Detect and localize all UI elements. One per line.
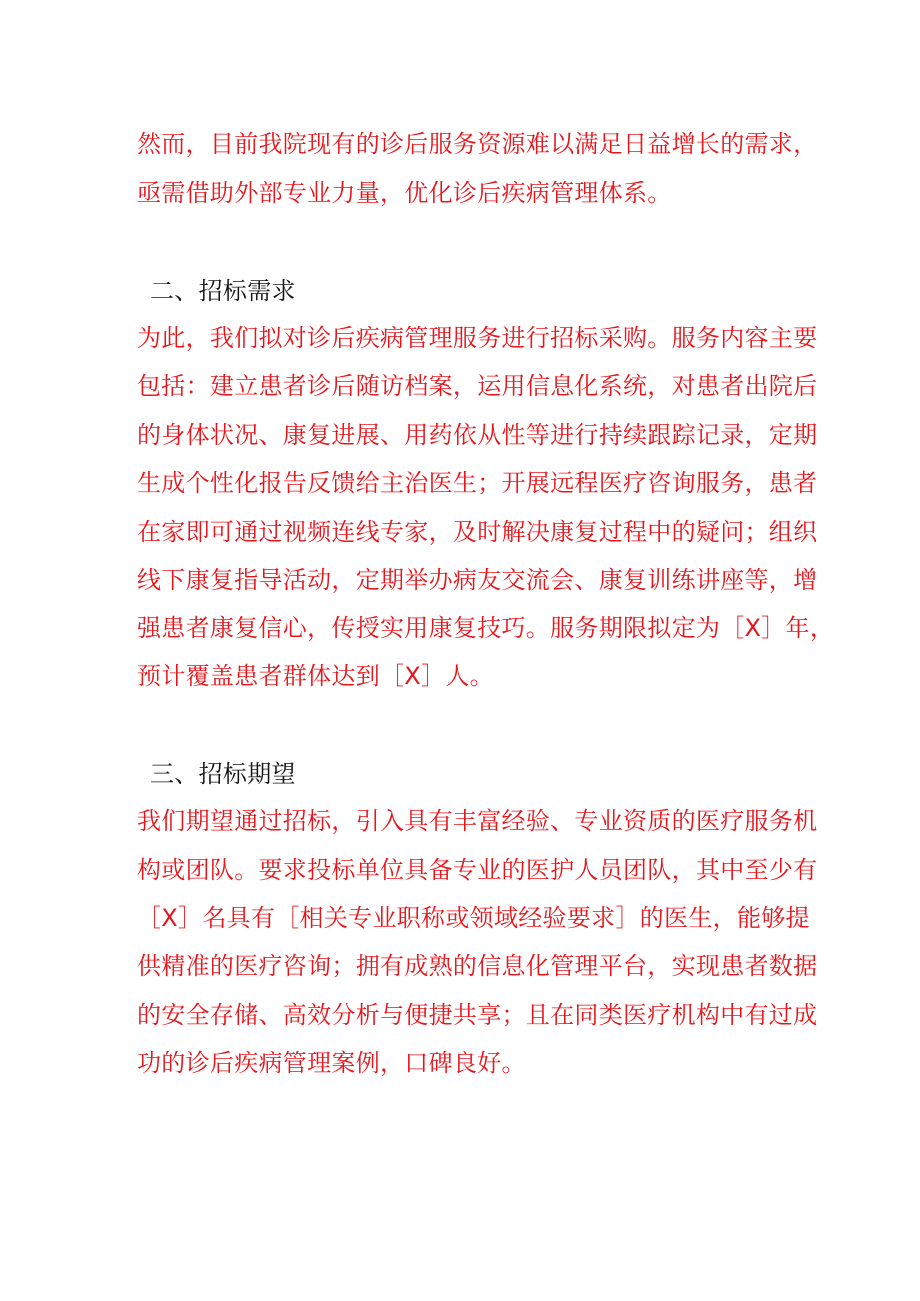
requirements-line-1: 为此，我们拟对诊后疾病管理服务进行招标采购。服务内容主要 bbox=[137, 324, 818, 352]
section-heading-requirements: 二、招标需求 bbox=[150, 277, 296, 305]
expectations-line-2: 构或团队。要求投标单位具备专业的医护人员团队，其中至少有 bbox=[137, 856, 818, 884]
requirements-line-3: 的身体状况、康复进展、用药依从性等进行持续跟踪记录，定期 bbox=[137, 421, 818, 449]
requirements-line-4: 生成个性化报告反馈给主治医生；开展远程医疗咨询服务，患者 bbox=[137, 469, 818, 497]
expectations-line-3: ［X］名具有［相关专业职称或领域经验要求］的医生，能够提 bbox=[137, 904, 810, 932]
requirements-line-6: 线下康复指导活动，定期举办病友交流会、康复训练讲座等，增 bbox=[137, 566, 818, 594]
intro-line-2: 亟需借助外部专业力量，优化诊后疾病管理体系。 bbox=[137, 179, 672, 207]
requirements-line-7: 强患者康复信心，传授实用康复技巧。服务期限拟定为［X］年， bbox=[137, 614, 835, 642]
expectations-line-1: 我们期望通过招标，引入具有丰富经验、专业资质的医疗服务机 bbox=[137, 807, 818, 835]
requirements-line-5: 在家即可通过视频连线专家，及时解决康复过程中的疑问；组织 bbox=[137, 518, 818, 546]
expectations-line-6: 功的诊后疾病管理案例，口碑良好。 bbox=[137, 1049, 526, 1077]
section-heading-expectations: 三、招标期望 bbox=[150, 760, 296, 788]
intro-line-1: 然而，目前我院现有的诊后服务资源难以满足日益增长的需求， bbox=[137, 130, 818, 158]
requirements-line-8: 预计覆盖患者群体达到［X］人。 bbox=[137, 662, 494, 690]
requirements-line-2: 包括：建立患者诊后随访档案，运用信息化系统，对患者出院后 bbox=[137, 372, 818, 400]
expectations-line-4: 供精准的医疗咨询；拥有成熟的信息化管理平台，实现患者数据 bbox=[137, 952, 818, 980]
expectations-line-5: 的安全存储、高效分析与便捷共享；且在同类医疗机构中有过成 bbox=[137, 1001, 818, 1029]
